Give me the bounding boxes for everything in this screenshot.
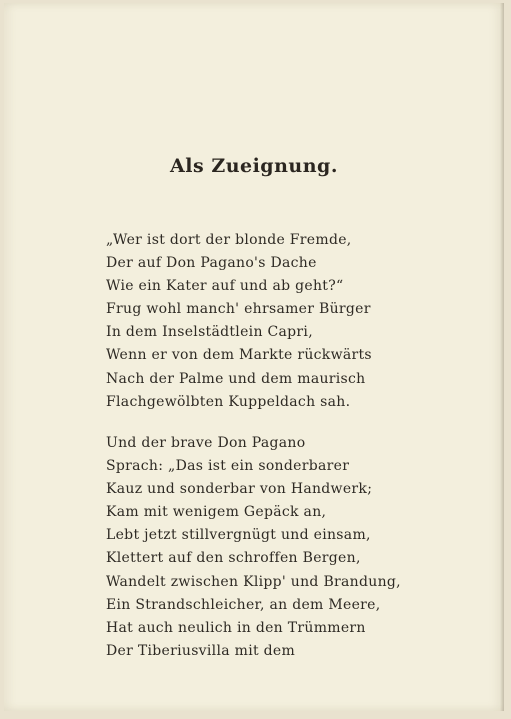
- verse-line: Wenn er von dem Markte rückwärts: [106, 347, 372, 364]
- stanza-2: [106, 432, 401, 663]
- verse-line: Nach der Palme und dem maurisch: [106, 370, 366, 387]
- verse-line: Ein Strandschleicher, an dem Meere,: [106, 596, 381, 613]
- page-title: Als Zueignung.: [170, 155, 338, 177]
- verse-line: Kauz und sonderbar von Handwerk;: [106, 481, 373, 498]
- verse-line: Klettert auf den schroffen Bergen,: [106, 550, 361, 567]
- verse-line: Und der brave Don Pagano: [106, 435, 306, 451]
- verse-line: Kam mit wenigem Gepäck an,: [106, 504, 327, 521]
- verse-line: Der auf Don Pagano's Dache: [106, 255, 317, 272]
- verse-line: Der Tiberiusvilla mit dem: [106, 642, 296, 659]
- verse-line: Lebt jetzt stillvergnügt und einsam,: [106, 527, 371, 544]
- verse-line: Flachgewölbten Kuppeldach sah.: [106, 393, 351, 410]
- stanza-1: [106, 229, 372, 414]
- verse-line: In dem Inselstädtlein Capri,: [106, 324, 313, 341]
- verse-line: Wie ein Kater auf und ab geht?“: [106, 278, 344, 295]
- verse-line: „Wer ist dort der blonde Fremde,: [106, 232, 352, 248]
- verse-line: Wandelt zwischen Klipp' und Brandung,: [106, 573, 401, 590]
- book-page: [4, 3, 504, 711]
- verse-line: Frug wohl manch' ehrsamer Bürger: [106, 301, 371, 318]
- verse-line: Sprach: „Das ist ein sonderbarer: [106, 458, 350, 475]
- verse-line: Hat auch neulich in den Trümmern: [106, 619, 366, 636]
